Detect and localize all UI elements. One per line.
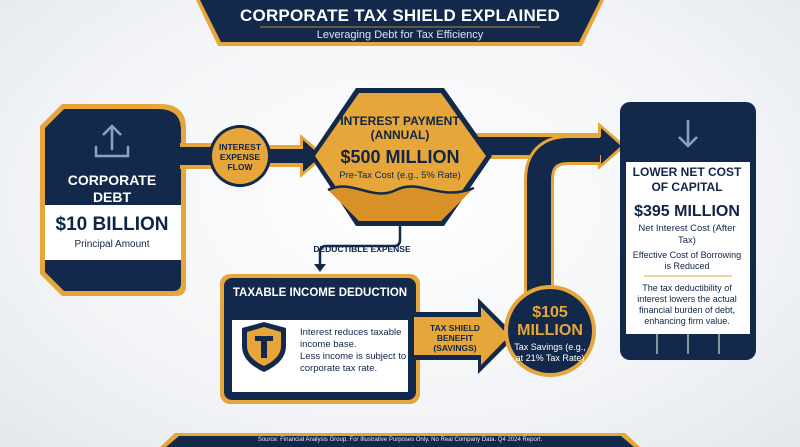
taxable-income-text-1: Interest reduces taxable income base. xyxy=(300,327,402,350)
net-cost-subtitle: Net Interest Cost (After Tax) xyxy=(638,223,736,246)
interest-payment-amount: $500 MILLION xyxy=(340,147,460,167)
taxable-income-text-2: Less income is subject to corporate tax rate. xyxy=(300,351,407,374)
effective-cost-text: Effective Cost of Borrowing is Reduced xyxy=(632,250,742,271)
corporate-debt-title: CORPORATE DEBT xyxy=(67,172,157,205)
page-title: CORPORATE TAX SHIELD EXPLAINED xyxy=(240,6,560,25)
deductible-expense-label: DEDUCTIBLE EXPENSE xyxy=(313,244,411,254)
corporate-debt-amount: $10 BILLION xyxy=(55,214,169,235)
footer-source: Source: Financial Analysis Group. For Illustrative Purposes Only. No Real Company Data. Q4 2024 Report. xyxy=(257,437,543,443)
net-cost-title: LOWER NET COST OF CAPITAL xyxy=(632,165,742,194)
savings-riser xyxy=(539,150,600,300)
interest-payment-title: INTEREST PAYMENT (ANNUAL) xyxy=(340,114,460,142)
interest-payment-subtitle: Pre-Tax Cost (e.g., 5% Rate) xyxy=(339,170,461,181)
taxable-income-title: TAXABLE INCOME DEDUCTION xyxy=(232,287,408,299)
corporate-debt-subtitle: Principal Amount xyxy=(74,239,150,250)
net-cost-amount: $395 MILLION xyxy=(634,203,740,220)
savings-amount: $105 MILLION xyxy=(517,304,583,339)
savings-subtitle: Tax Savings (e.g., at 21% Tax Rate) xyxy=(514,342,586,363)
tax-shield-benefit-label: TAX SHIELD BENEFIT (SAVINGS) xyxy=(430,323,480,353)
interest-flow-label: INTEREST EXPENSE FLOW xyxy=(218,142,262,172)
net-cost-description: The tax deductibility of interest lowers the actual financial burden of debt, enhancing firm value. xyxy=(637,283,737,326)
page-subtitle: Leveraging Debt for Tax Efficiency xyxy=(316,29,484,41)
